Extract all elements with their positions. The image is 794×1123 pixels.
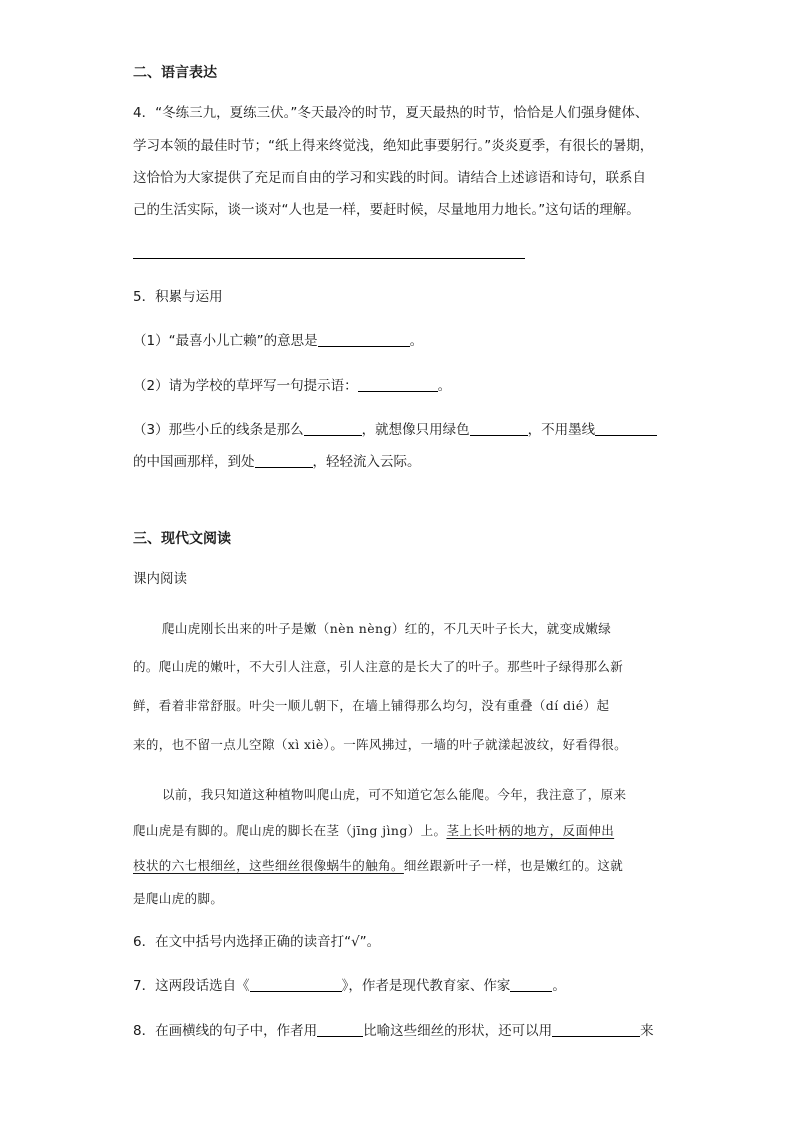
question-4-line-2: 学习本领的最佳时节；“纸上得来终觉浅，绝知此事要躬行。”炎炎夏季，有很长的暑期， (133, 138, 654, 154)
question-5-part-3-text-a: （3）那些小丘的线条是那么 (133, 422, 304, 438)
passage-2-line-4: 是爬山虎的脚。 (133, 891, 224, 906)
question-7 (133, 976, 566, 996)
question-5-part-2-end: 。 (437, 378, 452, 394)
question-6: 6．在文中括号内选择正确的读音打“√”。 (133, 934, 381, 950)
passage-2-line-2-text: 爬山虎是有脚的。爬山虎的脚长在茎（jīng jìng）上。 (133, 823, 447, 838)
question-5-part-1 (133, 331, 423, 351)
question-5-part-3-text-e: ，轻轻流入云际。 (312, 454, 421, 470)
fill-in-blank[interactable] (250, 977, 342, 992)
passage-2-line-3 (133, 856, 623, 876)
question-7-text-c: 。 (552, 978, 566, 994)
fill-in-blank[interactable] (318, 332, 410, 347)
question-7-text-b: 》，作者是现代教育家、作家 (341, 978, 511, 994)
passage-1-line-2: 的。爬山虎的嫩叶，不大引人注意，引人注意的是长大了的叶子。那些叶子绿得那么新 (133, 659, 624, 674)
question-8-text-c: 来 (640, 1023, 654, 1039)
fill-in-blank[interactable] (510, 977, 552, 992)
question-4-line-4: 己的生活实际，谈一谈对“人也是一样，要赶时候，尽量地用力地长。”这句话的理解。 (133, 202, 640, 218)
question-8 (133, 1021, 654, 1041)
fill-in-blank[interactable] (304, 421, 362, 436)
question-5-part-1-end: 。 (409, 333, 424, 349)
passage-2-line-1: 以前，我只知道这种植物叫爬山虎，可不知道它怎么能爬。今年，我注意了，原来 (162, 787, 627, 802)
fill-in-blank[interactable] (552, 1022, 640, 1037)
passage-1-line-1: 爬山虎刚长出来的叶子是嫩（nèn nèng）红的，不几天叶子长大，就变成嫩绿 (162, 621, 612, 636)
question-4-line-1: 4．“冬练三九，夏练三伏。”冬天最冷的时节，夏天最热的时节，恰恰是人们强身健体、 (133, 105, 649, 121)
question-8-text-a: 8．在画横线的句子中，作者用 (133, 1023, 318, 1039)
question-5-part-3-line-1 (133, 420, 657, 440)
question-5-part-3-line-2 (133, 452, 421, 472)
question-5-part-3-text-c: ，不用墨线 (527, 422, 596, 438)
question-7-text-a: 7．这两段话选自《 (133, 978, 250, 994)
question-5-part-2 (133, 376, 451, 396)
question-5-part-3-text-b: ，就想像只用绿色 (361, 422, 470, 438)
underlined-sentence-part-2: 枝状的六七根细丝，这些细丝很像蜗牛的触角。 (133, 858, 404, 873)
subheading-in-class-reading: 课内阅读 (133, 571, 187, 587)
question-5-title: 5．积累与运用 (133, 289, 223, 305)
question-4-line-3: 这恰恰为大家提供了充足而自由的学习和实践的时间。请结合上述谚语和诗句，联系自 (133, 170, 646, 186)
passage-2-line-2 (133, 821, 614, 841)
question-5-part-1-text: （1）“最喜小儿亡赖”的意思是 (133, 333, 318, 349)
underlined-sentence-part-1: 茎上长叶柄的地方，反面伸出 (446, 823, 615, 838)
question-5-part-3-text-d: 的中国画那样，到处 (133, 454, 255, 470)
fill-in-blank[interactable] (255, 453, 313, 468)
passage-1-line-3: 鲜，看着非常舒服。叶尖一顺儿朝下，在墙上铺得那么均匀，没有重叠（dí dié）起 (133, 698, 610, 713)
passage-2-line-3-text: 细丝跟新叶子一样，也是嫩红的。这就 (403, 858, 624, 873)
question-5-part-2-text: （2）请为学校的草坪写一句提示语： (133, 378, 358, 394)
question-8-text-b: 比喻这些细丝的形状，还可以用 (363, 1023, 553, 1039)
fill-in-blank[interactable] (317, 1022, 363, 1037)
section-heading-modern-reading: 三、现代文阅读 (133, 531, 231, 547)
fill-in-blank[interactable] (470, 421, 528, 436)
fill-in-blank[interactable] (595, 421, 657, 436)
passage-1-line-4: 来的，也不留一点儿空隙（xì xiè）。一阵风拂过，一墙的叶子就漾起波纹，好看得很。 (133, 737, 628, 752)
question-4-answer-line[interactable] (133, 258, 525, 259)
section-heading-language-expression: 二、语言表达 (133, 65, 217, 81)
fill-in-blank[interactable] (358, 377, 438, 392)
